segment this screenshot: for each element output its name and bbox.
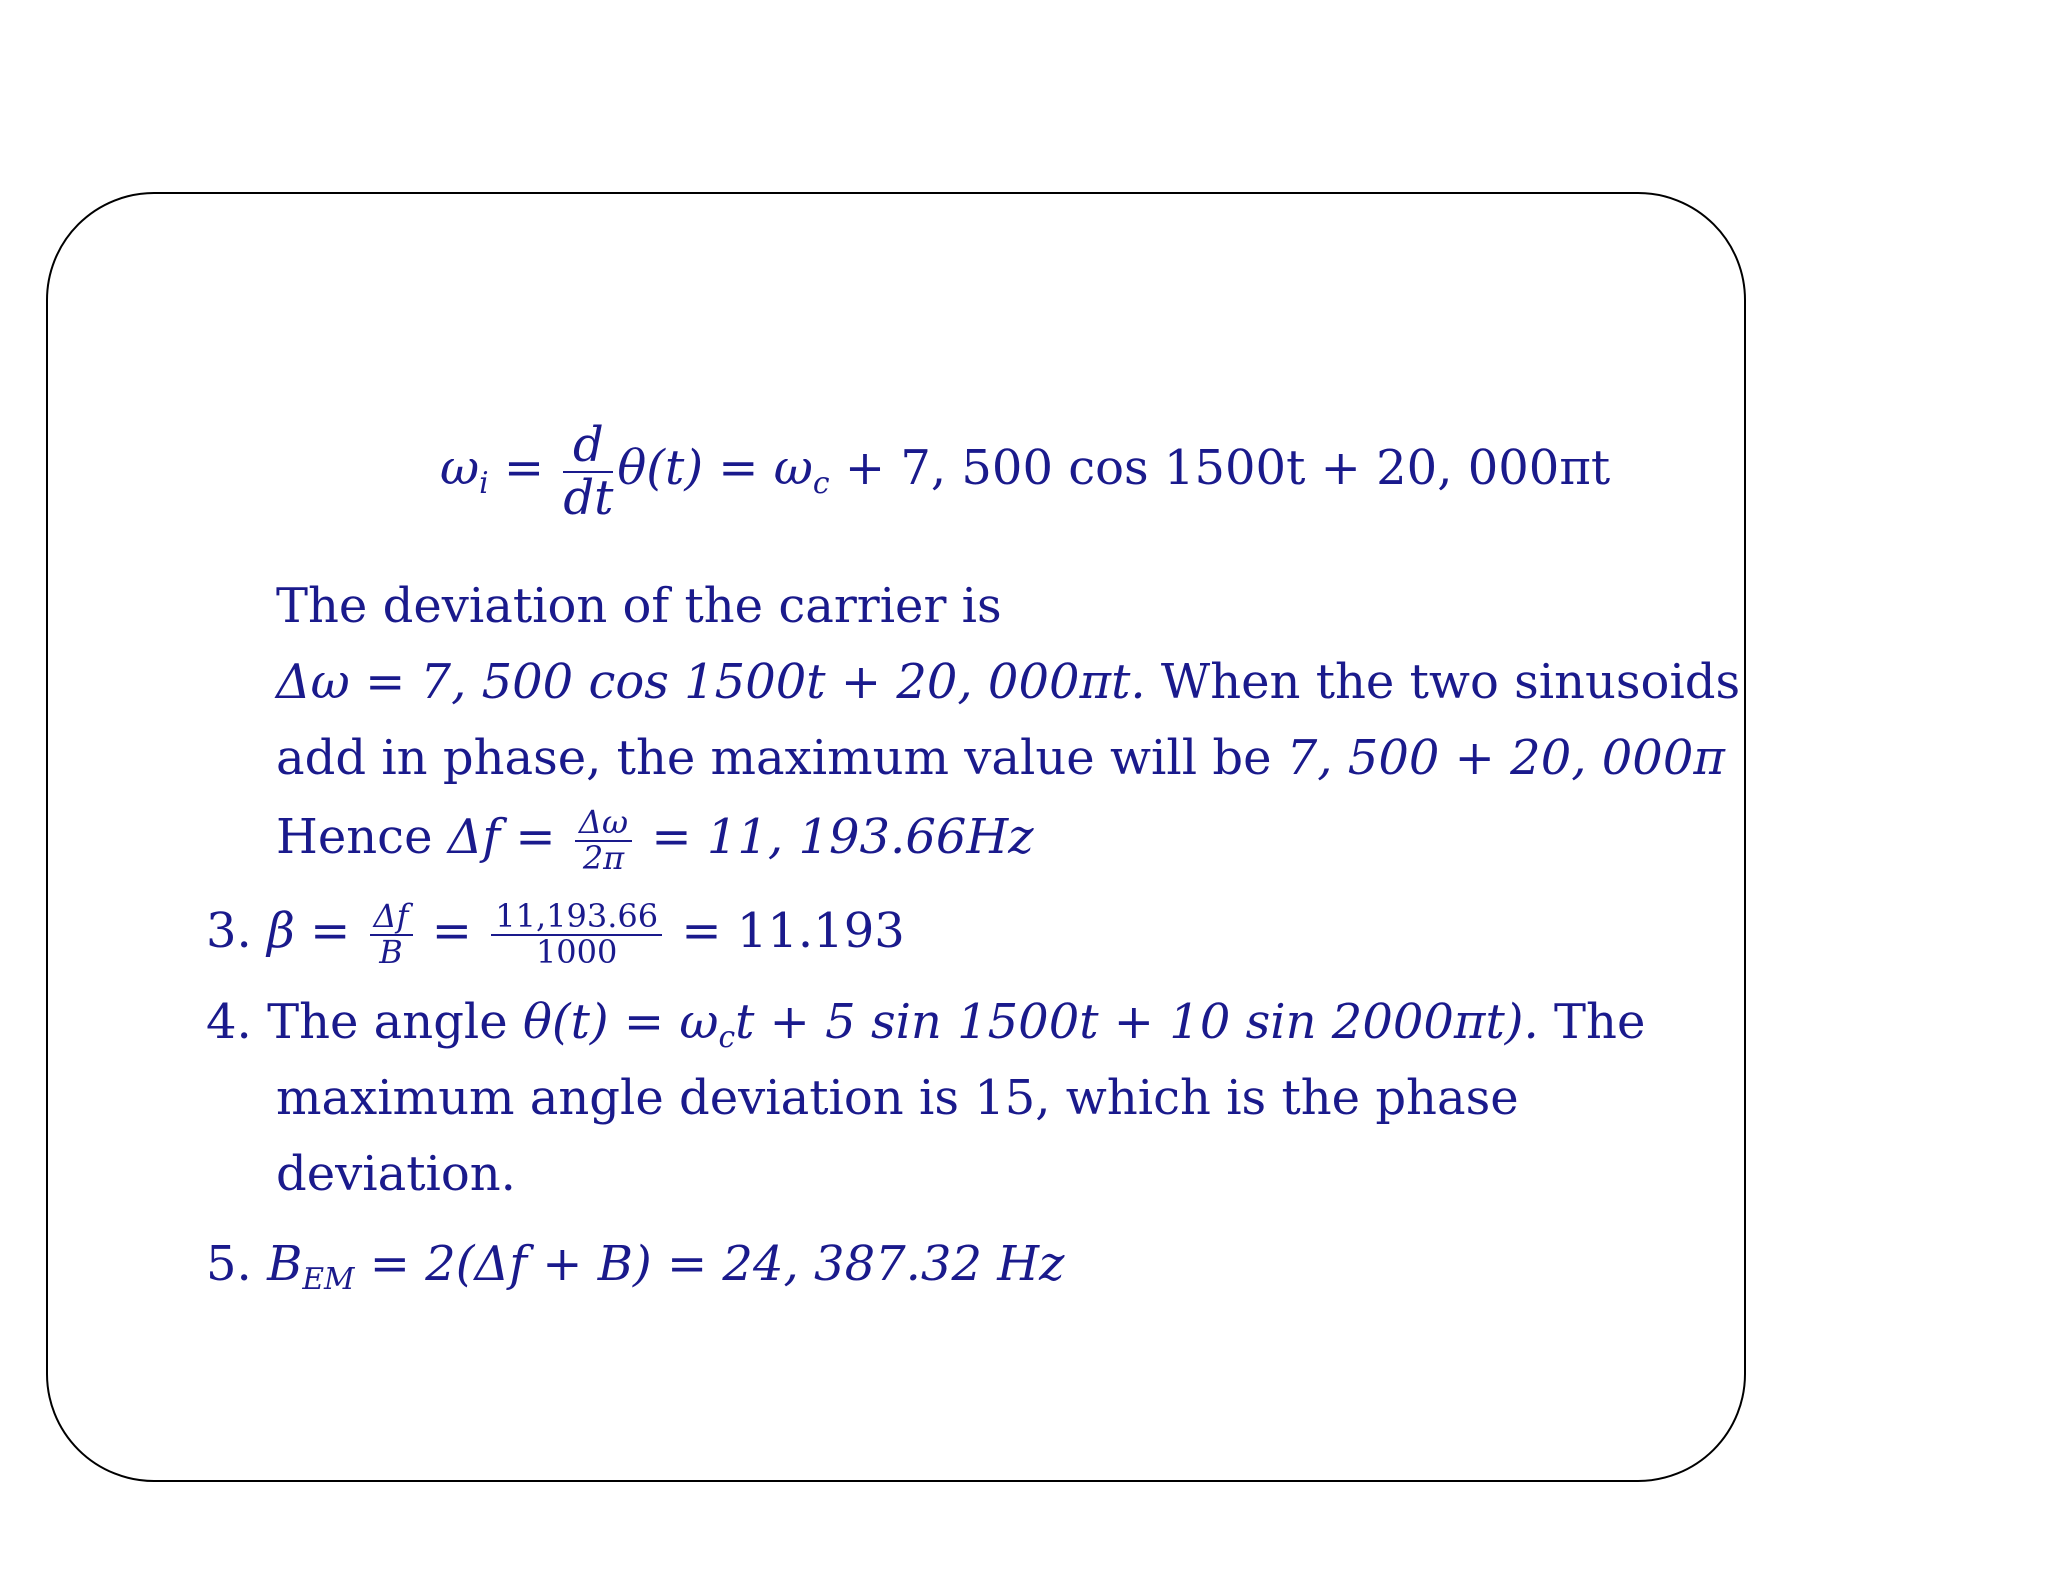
list-item-3: [206, 897, 905, 971]
list-item-4: [206, 994, 1645, 1066]
equation-omega-i: [440, 417, 1611, 532]
derivative-fraction: [563, 417, 614, 526]
delta-f-over-b: [370, 897, 413, 971]
list-item-4-line-3: [276, 1146, 516, 1202]
para-line-4: [276, 803, 1034, 877]
para-text: When the two sinusoids: [1145, 654, 1741, 710]
list-number: 3.: [206, 903, 252, 960]
fraction-denominator: 1000: [535, 932, 618, 971]
item-text: maximum angle deviation is 15, which is the phase: [276, 1070, 1519, 1126]
equation-rhs: + 7, 500 cos 1500t + 20, 000πt: [829, 440, 1611, 496]
theta-of-t: θ(t): [617, 440, 704, 496]
fraction-numerator: d: [563, 420, 613, 472]
item-text: The: [1538, 994, 1646, 1050]
b-em-symbol: B: [267, 1236, 303, 1292]
max-value-expression: 7, 500 + 20, 000π: [1286, 730, 1725, 786]
bandwidth-expression: = 2(Δf + B) = 24, 387.32 Hz: [354, 1236, 1065, 1292]
fraction-denominator: 2π: [582, 838, 625, 877]
subscript-c: c: [718, 1019, 736, 1055]
para-text: The deviation of the carrier is: [276, 578, 1002, 634]
fraction-numerator: Δω: [575, 806, 632, 842]
para-line-2: [276, 654, 1740, 710]
subscript-c: c: [812, 465, 830, 501]
equals-sign: =: [416, 903, 488, 960]
delta-f-result: = 11, 193.66Hz: [636, 809, 1034, 866]
fraction-denominator: B: [379, 932, 403, 971]
subscript-i: i: [479, 465, 489, 501]
theta-expression: θ(t) = ω: [522, 994, 719, 1050]
omega-symbol: ω: [440, 440, 480, 496]
fraction-denominator: dt: [563, 469, 614, 526]
list-item-5: [206, 1236, 1064, 1308]
omega-symbol: ω: [773, 440, 813, 496]
beta-expression: β =: [267, 903, 366, 960]
list-number: 5.: [206, 1236, 252, 1292]
para-text: add in phase, the maximum value will be: [276, 730, 1287, 786]
theta-expression-rest: t + 5 sin 1500t + 10 sin 2000πt).: [735, 994, 1539, 1050]
fraction-numerator: 11,193.66: [491, 900, 662, 936]
para-line-1: [276, 578, 1002, 634]
para-text: Hence: [276, 809, 448, 866]
subscript-em: EM: [302, 1261, 355, 1297]
equals-sign: =: [488, 440, 560, 496]
delta-omega-expression: Δω = 7, 500 cos 1500t + 20, 000πt.: [276, 654, 1146, 710]
fraction-numerator: Δf: [370, 900, 413, 936]
beta-result: = 11.193: [666, 903, 905, 960]
item-text: deviation.: [276, 1146, 516, 1202]
list-number: 4.: [206, 994, 252, 1050]
delta-f-expression: Δf =: [447, 809, 571, 866]
delta-omega-over-2pi: [575, 803, 632, 877]
value-fraction: [491, 897, 662, 971]
equals-sign: =: [703, 440, 774, 496]
list-item-4-line-2: [276, 1070, 1519, 1126]
para-line-3: [276, 730, 1725, 786]
item-text: The angle: [267, 994, 523, 1050]
